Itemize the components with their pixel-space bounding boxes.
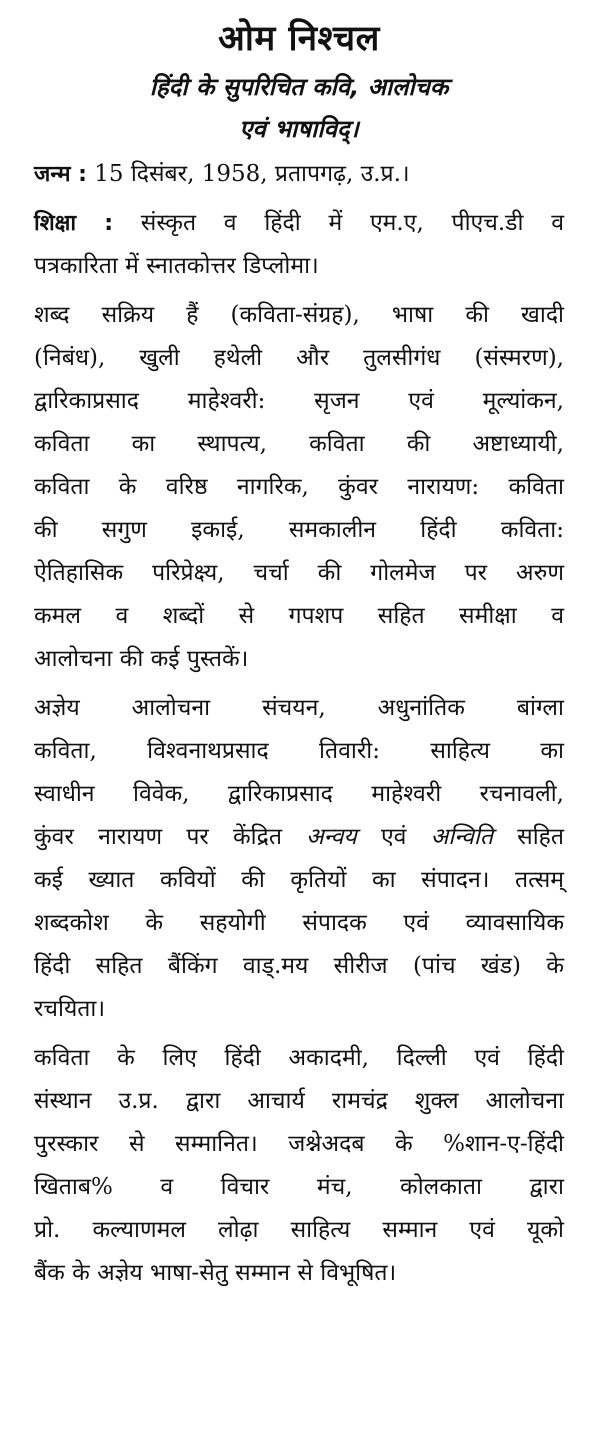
awards-line: प्रो. कल्याणमल लोढ़ा साहित्य सम्मान एवं यूको — [34, 1217, 564, 1243]
education-line — [34, 202, 564, 245]
birth-label: जन्म : — [34, 162, 87, 187]
awards-line: पुरस्कार से सम्मानित। जश्नेअदब के %शान-ए-हिंदी — [34, 1131, 564, 1157]
awards-line: संस्थान उ.प्र. द्वारा आचार्य रामचंद्र शुक्ल आलोचना — [34, 1088, 564, 1114]
education-section — [34, 202, 564, 288]
works-line: (निबंध), खुली हथेली और तुलसीगंध (संस्मरण), — [34, 345, 564, 371]
editing-line: हिंदी सहित बैंकिंग वाड्.मय सीरीज (पांच खंड) के — [34, 953, 564, 979]
awards-line: बैंक के अज्ञेय भाषा-सेतु सम्मान से विभूषित। — [34, 1260, 397, 1286]
works-line: की सगुण इकाई, समकालीन हिंदी कविता: — [34, 517, 564, 543]
editing-line: स्वाधीन विवेक, द्वारिकाप्रसाद माहेश्वरी रचनावली, — [34, 781, 564, 807]
awards-section — [34, 1037, 564, 1295]
birth-line — [34, 153, 564, 196]
birth-section — [34, 153, 564, 196]
editing-text: एवं — [356, 824, 431, 850]
birth-text: 15 दिसंबर, 1958, प्रतापगढ़, उ.प्र.। — [86, 161, 410, 187]
works-line: ऐतिहासिक परिप्रेक्ष्य, चर्चा की गोलमेज पर अरुण — [34, 560, 564, 586]
works-line: कविता के वरिष्ठ नागरिक, कुंवर नारायण: कविता — [34, 474, 564, 500]
editing-line: शब्दकोश के सहयोगी संपादक एवं व्यावसायिक — [34, 910, 564, 936]
works-line: आलोचना की कई पुस्तकें। — [34, 646, 249, 672]
editing-line: अज्ञेय आलोचना संचयन, अधुनांतिक बांग्ला — [34, 695, 564, 721]
editing-text: कुंवर नारायण पर केंद्रित — [34, 824, 307, 850]
works-section — [34, 294, 564, 681]
editing-line: रचयिता। — [34, 996, 106, 1022]
works-line: शब्द सक्रिय हैं (कविता-संग्रह), भाषा की खादी — [34, 302, 564, 328]
book-title-anviti: अन्विति — [430, 824, 493, 850]
awards-line: खिताब% व विचार मंच, कोलकाता द्वारा — [34, 1174, 564, 1200]
editing-line: कविता, विश्वनाथप्रसाद तिवारी: साहित्य का — [34, 738, 564, 764]
works-line: कमल व शब्दों से गपशप सहित समीक्षा व — [34, 603, 564, 629]
works-line: कविता का स्थापत्य, कविता की अष्टाध्यायी, — [34, 431, 564, 457]
editing-line — [34, 816, 564, 859]
author-name: ओम निश्चल — [218, 19, 380, 59]
works-line: द्वारिकाप्रसाद माहेश्वरी: सृजन एवं मूल्यांकन, — [34, 388, 564, 414]
editing-line: कई ख्यात कवियों की कृतियों का संपादन। तत्सम् — [34, 867, 564, 893]
editing-section — [34, 687, 564, 1031]
book-title-anvay: अन्वय — [306, 824, 357, 850]
subtitle-line: हिंदी के सुपरिचित कवि, आलोचक — [149, 73, 449, 101]
editing-text: सहित — [492, 824, 564, 850]
awards-line: कविता के लिए हिंदी अकादमी, दिल्ली एवं हिंदी — [34, 1045, 564, 1071]
author-subtitle — [34, 69, 564, 147]
subtitle-line: एवं भाषाविद्। — [239, 115, 359, 143]
education-text: संस्कृत व हिंदी में एम.ए, पीएच.डी व — [113, 210, 564, 236]
education-label: शिक्षा : — [34, 211, 114, 236]
education-line: पत्रकारिता में स्नातकोत्तर डिप्लोमा। — [34, 253, 319, 279]
